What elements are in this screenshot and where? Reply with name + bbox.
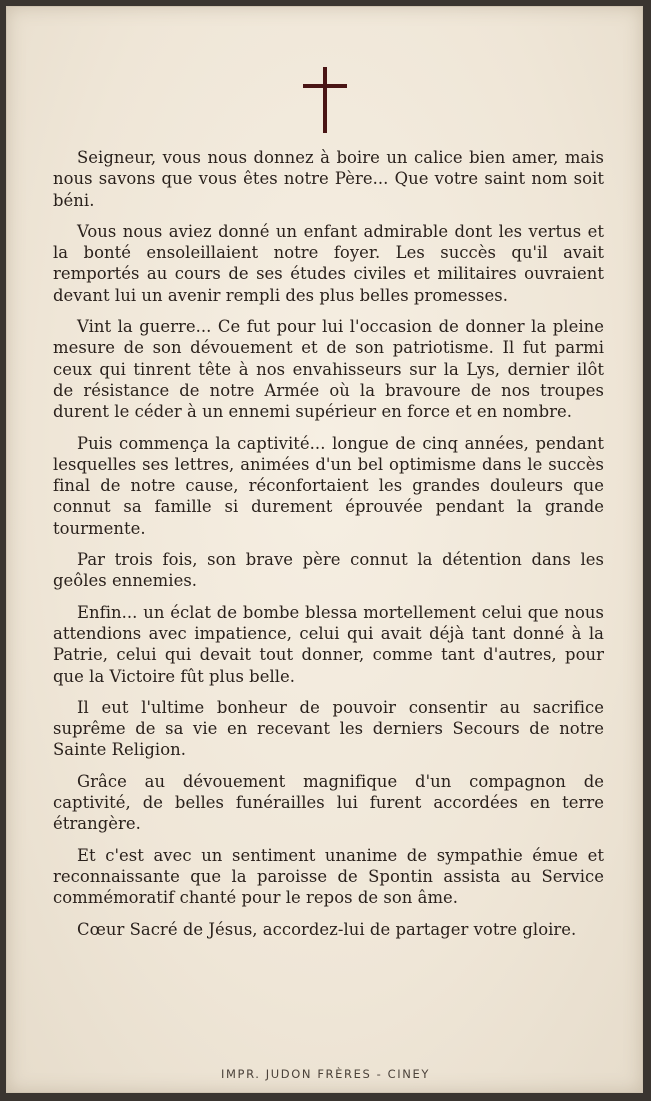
paragraph-10: Cœur Sacré de Jésus, accordez-lui de partager votre gloire.	[77, 919, 577, 939]
paragraph-9: Et c'est avec un sentiment unanime de sympathie émue et reconnaissante que la paroisse de Spontin assista au Service commémoratif chanté pour le repos de son âme.	[53, 845, 604, 908]
paragraph-7: Il eut l'ultime bonheur de pouvoir consentir au sacrifice suprême de sa vie en recevant les derniers Secours de notre Sainte Religion.	[53, 697, 604, 760]
paragraph-5: Par trois fois, son brave père connut la détention dans les geôles ennemies.	[53, 550, 604, 591]
paragraph-2: Vous nous aviez donné un enfant admirable dont les vertus et la bonté ensoleillaient notre foyer. Les succès qu'il avait remportés au cours de ses études civiles et militaires ouvraient devant lui un avenir rempli des plus belles promesses.	[53, 221, 604, 305]
printer-imprint: IMPR. JUDON FRÈRES - CINEY	[221, 1067, 430, 1081]
paragraph-3: Vint la guerre... Ce fut pour lui l'occasion de donner la pleine mesure de son dévouement et de son patriotisme. Il fut parmi ceux qui tinrent tête à nos envahisseurs sur la Lys, dernier ilôt de résistance de notre Armée où la bravoure de nos troupes durent le céder à un ennemi supérieur en force et en nombre.	[53, 317, 604, 422]
paragraph-6: Enfin... un éclat de bombe blessa mortellement celui que nous attendions avec impatience, celui qui avait déjà tant donné à la Patrie, celui qui devait tout donner, comme tant d'autres, pour que la Victoire fût plus belle.	[53, 602, 604, 686]
memorial-card	[6, 6, 643, 1093]
paragraph-4: Puis commença la captivité... longue de cinq années, pendant lesquelles ses lettres, animées d'un bel optimisme dans le succès final de notre cause, réconfortaient les grandes douleurs que connut sa famille si durement éprouvée pendant la grande tourmente.	[53, 433, 604, 538]
cross-horizontal-bar	[303, 84, 347, 88]
paragraph-8: Grâce au dévouement magnifique d'un compagnon de captivité, de belles funérailles lui furent accordées en terre étrangère.	[53, 771, 604, 834]
paragraph-1: Seigneur, vous nous donnez à boire un calice bien amer, mais nous savons que vous êtes notre Père... Que votre saint nom soit béni.	[53, 148, 604, 210]
memorial-text	[53, 147, 604, 950]
cross-vertical-bar	[323, 67, 327, 133]
latin-cross-icon	[303, 67, 347, 133]
